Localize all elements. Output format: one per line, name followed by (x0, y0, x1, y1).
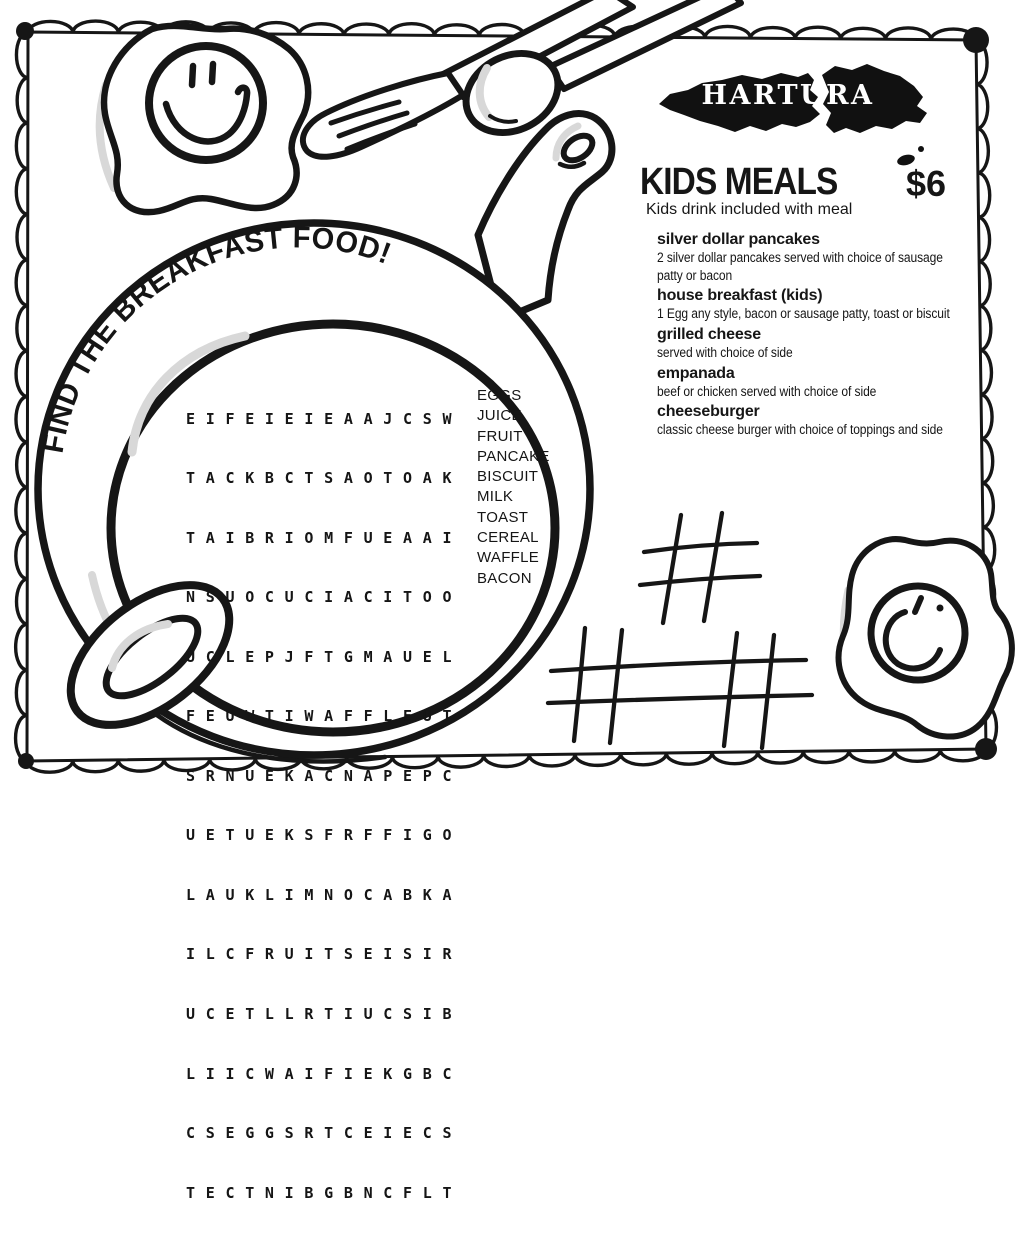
menu-item-description: 1 Egg any style, bacon or sausage patty, toast or biscuit (657, 306, 950, 322)
tic-tac-toe-line (762, 635, 774, 748)
menu-item (657, 403, 962, 439)
puzzle-title: FIND THE BREAKFAST FOOD! (36, 221, 396, 456)
menu-item (657, 365, 962, 401)
tic-tac-toe-line (644, 543, 757, 552)
fried-egg-bottom-right (839, 539, 1012, 736)
menu-item-description: classic cheese burger with choice of toppings and side (657, 422, 943, 438)
word-search-row: TECTNIBGBNCFLT (186, 1183, 463, 1202)
word-list-item: JUICE (477, 407, 522, 425)
word-search-row: UCETLLRTIUCSIB (186, 1005, 463, 1023)
menu-item (657, 326, 962, 362)
word-search-row: CSEGGSRTCEIECS (186, 1124, 463, 1143)
word-list-item: MILK (477, 488, 514, 506)
corner-dot (963, 27, 989, 53)
menu-item-name: cheeseburger (657, 403, 760, 421)
word-list-item: CEREAL (477, 529, 539, 547)
word-list-item: EGGS (477, 387, 522, 404)
word-list-item: BACON (477, 569, 532, 587)
menu-item-name: silver dollar pancakes (657, 231, 820, 248)
menu-panel (640, 161, 962, 439)
tic-tac-toe-line (704, 513, 722, 621)
word-search-row: TACKBCTSAOTOAK (186, 469, 463, 488)
word-search-row: SRNUEKACNAPEPC (186, 766, 463, 785)
fork-head (303, 73, 463, 157)
word-list-item: BISCUIT (477, 468, 539, 486)
menu-header (640, 161, 962, 205)
word-search-row: UETUEKSFRFFIGO (186, 826, 463, 845)
tic-tac-toe-line (640, 576, 760, 585)
word-list (477, 386, 550, 589)
menu-subtitle: Kids drink included with meal (646, 201, 853, 218)
tic-tac-toe-line (610, 630, 622, 743)
word-search-row: NSUOCUCIACITOO (186, 588, 463, 607)
brand-name: HARTURA (701, 80, 875, 111)
word-search-row: EIFEIEIEAAJCSW (186, 409, 463, 428)
word-list-item: FRUIT (477, 427, 523, 445)
word-search-row: ILCFRUITSEISIR (186, 945, 463, 964)
menu-item-name: grilled cheese (657, 326, 761, 344)
menu-item (657, 287, 962, 323)
word-search-row: FEUWTIWAFFLEUT (186, 707, 463, 726)
menu-item (657, 231, 962, 284)
word-search-row: TAIBRIOMFUEAAI (186, 528, 463, 547)
menu-items (657, 231, 962, 439)
smiley-eye (937, 605, 944, 612)
menu-item-description: beef or chicken served with choice of side (657, 383, 877, 399)
menu-item-name: house breakfast (kids) (657, 287, 823, 305)
word-search-row: UCLEPJFTGMAUEL (186, 647, 463, 666)
word-search-grid (186, 370, 462, 1243)
menu-item-description: served with choice of side (657, 345, 793, 361)
smiley-eye (212, 64, 213, 82)
fried-egg-top-left (100, 26, 308, 212)
corner-dot (16, 22, 34, 40)
tic-tac-toe-grids (548, 513, 812, 748)
tic-tac-toe-line (663, 515, 681, 623)
logo-island (918, 146, 924, 152)
tic-tac-toe-line (724, 633, 737, 746)
word-list-item: PANCAKE (477, 447, 550, 465)
corner-dot (975, 738, 997, 760)
word-list-item: TOAST (477, 508, 529, 526)
word-list-item: WAFFLE (477, 549, 540, 567)
menu-item-description: 2 silver dollar pancakes served with choice of sausage patty or bacon (657, 250, 943, 283)
tic-tac-toe-line (574, 628, 585, 741)
word-search-row: LAUKLIMNOCABKA (186, 885, 463, 904)
menu-title: KIDS MEALS (640, 161, 838, 203)
word-search-row: LIICWAIFIEKGBC (186, 1064, 463, 1083)
tic-tac-toe-line (551, 660, 806, 671)
corner-dot (18, 753, 34, 769)
tic-tac-toe-line (548, 695, 812, 703)
brand-logo (659, 64, 927, 167)
menu-item-name: empanada (657, 364, 735, 382)
menu-price: $6 (905, 163, 946, 204)
smiley-eye (192, 66, 193, 85)
